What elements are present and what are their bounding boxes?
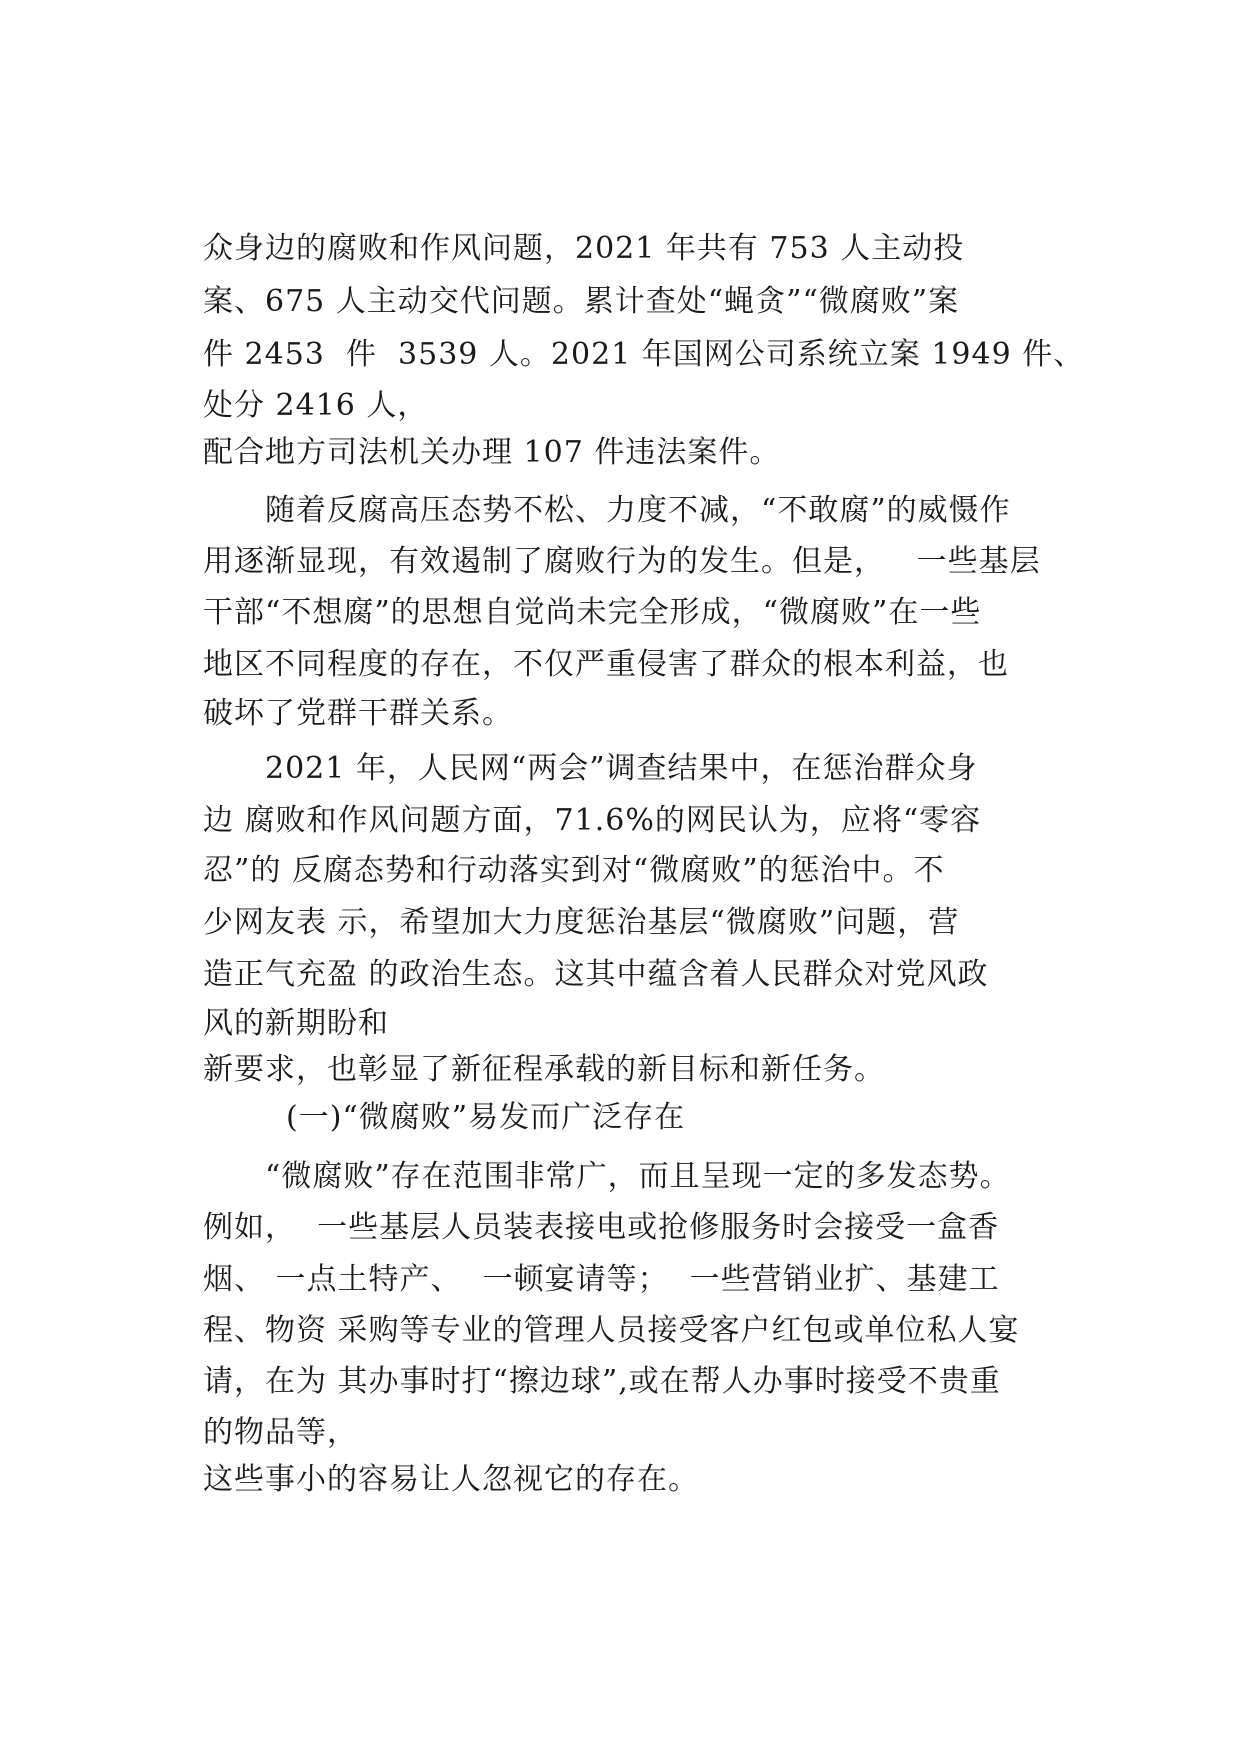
- p4-line-6: 的物品等，: [203, 1415, 358, 1450]
- p4-line-7: 这些事小的容易让人忽视它的存在。: [203, 1462, 699, 1497]
- section-heading: (一)“微腐败”易发而广泛存在: [286, 1100, 686, 1135]
- p4-line-2: 例如， 一些基层人员装表接电或抢修服务时会接受一盒香: [203, 1210, 1000, 1245]
- p2-line-3: 干部“不想腐”的思想自觉尚未完全形成，“微腐败”在一些: [203, 595, 982, 630]
- p3-line-4: 少网友表 示，希望加大力度惩治基层“微腐败”问题，营: [203, 905, 960, 940]
- p2-line-2: 用逐渐显现，有效遏制了腐败行为的发生。但是， 一些基层: [203, 544, 1041, 579]
- p4-line-4: 程、物资 采购等专业的管理人员接受客户红包或单位私人宴: [203, 1313, 1020, 1348]
- p1-line-4: 处分 2416 人，: [203, 388, 429, 423]
- p1-line-3: 件 2453 件 3539 人。2021 年国网公司系统立案 1949 件、: [203, 337, 1085, 372]
- p2-line-5: 破坏了党群干群关系。: [203, 696, 513, 731]
- p3-line-1: 2021 年，人民网“两会”调查结果中，在惩治群众身: [265, 751, 978, 786]
- p3-line-2: 边 腐败和作风问题方面，71.6%的网民认为，应将“零容: [203, 803, 982, 838]
- p1-line-2: 案、675 人主动交代问题。累计查处“蝇贪”“微腐败”案: [203, 284, 960, 319]
- p1-line-5: 配合地方司法机关办理 107 件违法案件。: [203, 435, 781, 470]
- p3-line-3: 忍”的 反腐态势和行动落实到对“微腐败”的惩治中。不: [203, 853, 945, 888]
- p4-line-5: 请，在为 其办事时打“擦边球”,或在帮人办事时接受不贵重: [203, 1364, 1001, 1399]
- p4-line-3: 烟、 一点土特产、 一顿宴请等； 一些营销业扩、基建工: [203, 1262, 1000, 1297]
- p4-line-1: “微腐败”存在范围非常广，而且呈现一定的多发态势。: [265, 1159, 1011, 1194]
- p2-line-4: 地区不同程度的存在，不仅严重侵害了群众的根本利益，也: [203, 647, 1009, 682]
- p1-line-1: 众身边的腐败和作风问题，2021 年共有 753 人主动投: [203, 231, 965, 266]
- p3-line-7: 新要求，也彰显了新征程承载的新目标和新任务。: [203, 1052, 885, 1087]
- p3-line-5: 造正气充盈 的政治生态。这其中蕴含着人民群众对党风政: [203, 957, 989, 992]
- p2-line-1: 随着反腐高压态势不松、力度不减，“不敢腐”的威慑作: [265, 493, 1011, 528]
- p3-line-6: 风的新期盼和: [203, 1006, 389, 1041]
